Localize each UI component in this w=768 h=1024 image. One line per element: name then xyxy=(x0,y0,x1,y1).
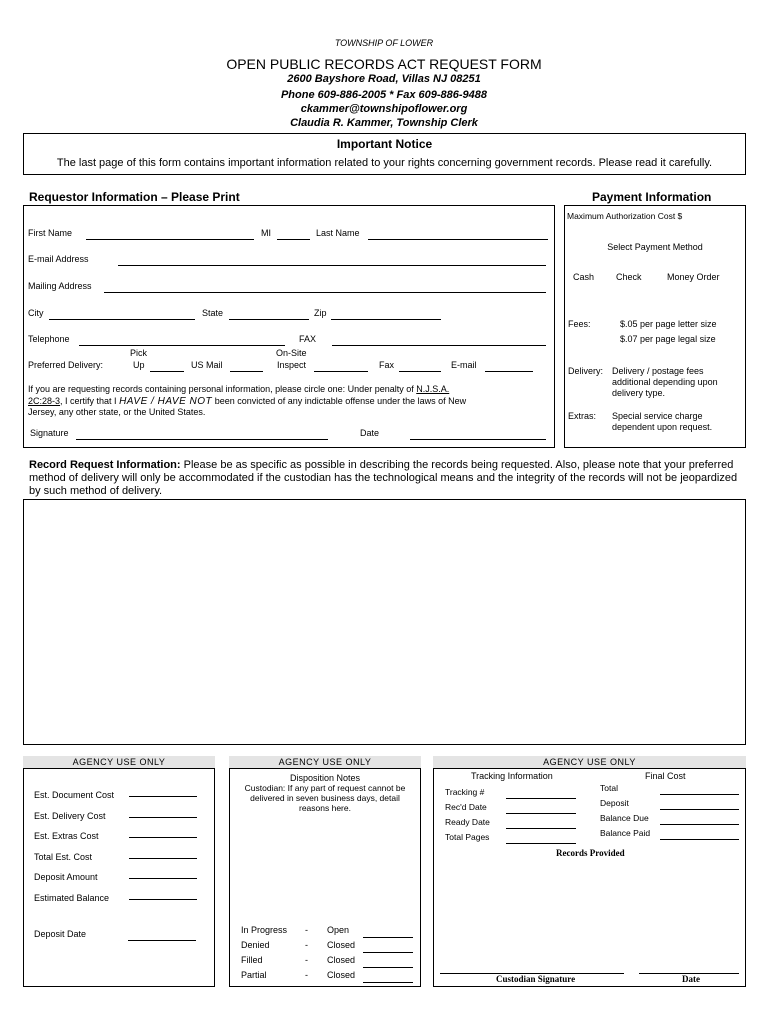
fax-label: FAX xyxy=(299,334,317,344)
zip-label: Zip xyxy=(314,308,327,318)
record-request-textarea[interactable] xyxy=(23,499,746,745)
cost-row: Est. Delivery Cost xyxy=(34,806,214,827)
status-row: Filled - Closed xyxy=(241,955,416,970)
zip-field[interactable] xyxy=(331,319,441,320)
clerk-name: Claudia R. Kammer, Township Clerk xyxy=(290,117,478,129)
cash-option[interactable]: Cash xyxy=(573,272,595,282)
cost-row: Deposit Amount xyxy=(34,867,214,888)
city-field[interactable] xyxy=(49,319,195,320)
form-title: OPEN PUBLIC RECORDS ACT REQUEST FORM xyxy=(226,56,542,72)
status-field[interactable] xyxy=(363,967,413,968)
records-provided-label: Records Provided xyxy=(556,848,625,858)
agency-use-title-2: AGENCY USE ONLY xyxy=(229,756,421,768)
last-name-label: Last Name xyxy=(316,228,360,238)
address: 2600 Bayshore Road, Villas NJ 08251 xyxy=(287,73,481,85)
status-field[interactable] xyxy=(363,937,413,938)
inspect-label: Inspect xyxy=(277,360,307,370)
cost-row-field[interactable] xyxy=(129,878,197,879)
cost-row-field[interactable] xyxy=(129,837,197,838)
certification-line-3: Jersey, any other state, or the United States. xyxy=(28,407,206,417)
telephone-label: Telephone xyxy=(28,334,70,344)
fee-letter-size: $.05 per page letter size xyxy=(620,319,717,329)
date-label: Date xyxy=(360,428,380,438)
custodian-signature-label: Custodian Signature xyxy=(496,974,576,984)
status-row: Partial - Closed xyxy=(241,970,416,985)
status-list xyxy=(241,925,416,985)
city-label: City xyxy=(28,308,44,318)
extras-text: Special service charge dependent upon request. xyxy=(612,411,713,432)
custodian-date-label: Date xyxy=(682,974,700,984)
requestor-heading: Requestor Information – Please Print xyxy=(29,190,240,204)
status-field[interactable] xyxy=(363,952,413,953)
tracking-row: Tracking # xyxy=(445,787,585,802)
us-mail-label: US Mail xyxy=(191,360,223,370)
cost-row: Est. Document Cost xyxy=(34,785,214,806)
final-cost-field[interactable] xyxy=(660,824,739,825)
telephone-field[interactable] xyxy=(79,345,285,346)
have-have-not-option[interactable]: HAVE / HAVE NOT xyxy=(119,396,213,407)
tracking-row: Rec'd Date xyxy=(445,802,585,817)
email-field[interactable] xyxy=(118,265,546,266)
email-label: E-mail Address xyxy=(28,254,89,264)
tracking-list xyxy=(445,787,585,847)
mailing-address-field[interactable] xyxy=(104,292,546,293)
clerk-email: ckammer@townshipoflower.org xyxy=(300,103,468,115)
pickup-label: Up xyxy=(133,360,145,370)
tracking-box xyxy=(433,768,746,987)
final-cost-row: Balance Paid xyxy=(600,828,744,843)
fax-option-field[interactable] xyxy=(399,371,441,372)
email-option-label: E-mail xyxy=(451,360,477,370)
fax-field[interactable] xyxy=(332,345,546,346)
payment-heading: Payment Information xyxy=(592,190,712,204)
certification-line-2: 2C:28-3, I certify that I HAVE / HAVE NOT been convicted of any indictable offense under the laws of New xyxy=(28,396,467,407)
last-name-field[interactable] xyxy=(368,239,548,240)
cost-row: Estimated Balance xyxy=(34,888,214,909)
tracking-heading: Tracking Information xyxy=(471,771,553,781)
status-row: In Progress - Open xyxy=(241,925,416,940)
fees-label: Fees: xyxy=(568,319,591,329)
final-cost-list xyxy=(600,783,744,843)
pickup-field[interactable] xyxy=(150,371,184,372)
agency-cost-rows xyxy=(34,785,214,908)
preferred-delivery-label: Preferred Delivery: xyxy=(28,360,104,370)
date-field[interactable] xyxy=(410,439,546,440)
inspect-field[interactable] xyxy=(314,371,368,372)
cost-row-field[interactable] xyxy=(129,796,197,797)
check-option[interactable]: Check xyxy=(616,272,642,282)
final-cost-row: Total xyxy=(600,783,744,798)
disposition-heading: Disposition Notes xyxy=(289,773,361,783)
first-name-label: First Name xyxy=(28,228,73,238)
delivery-fee-text: Delivery / postage fees additional depending upon delivery type. xyxy=(612,366,718,398)
record-request-instructions: Record Request Information: Please be as specific as possible in describing the records being requested. Also, please note that your preferred method of delivery will only be accommodated if the custodian has the technological means and the integrity of the records will not be jeopardized by such method of delivery. xyxy=(29,459,738,497)
final-cost-field[interactable] xyxy=(660,839,739,840)
email-option-field[interactable] xyxy=(485,371,533,372)
status-row: Denied - Closed xyxy=(241,940,416,955)
signature-label: Signature xyxy=(30,428,69,438)
agency-use-title-1: AGENCY USE ONLY xyxy=(23,756,215,768)
tracking-field[interactable] xyxy=(506,828,576,829)
fax-option-label: Fax xyxy=(379,360,395,370)
njsa-text: N.J.S.A. xyxy=(416,384,450,394)
fee-legal-size: $.07 per page legal size xyxy=(620,334,716,344)
extras-label: Extras: xyxy=(568,411,597,421)
status-field[interactable] xyxy=(363,982,413,983)
tracking-row: Total Pages xyxy=(445,832,585,847)
disposition-box xyxy=(229,768,421,987)
deposit-date-field[interactable] xyxy=(128,940,196,941)
first-name-field[interactable] xyxy=(86,239,254,240)
pick-label: Pick xyxy=(130,348,148,358)
delivery-fee-label: Delivery: xyxy=(568,366,604,376)
cost-row-field[interactable] xyxy=(129,817,197,818)
mi-field[interactable] xyxy=(277,239,310,240)
final-cost-field[interactable] xyxy=(660,809,739,810)
cost-row-field[interactable] xyxy=(129,858,197,859)
final-cost-row: Deposit xyxy=(600,798,744,813)
tracking-row: Ready Date xyxy=(445,817,585,832)
township-name: TOWNSHIP OF LOWER xyxy=(334,38,434,48)
final-cost-heading: Final Cost xyxy=(645,771,686,781)
agency-use-title-3: AGENCY USE ONLY xyxy=(433,756,746,768)
signature-field[interactable] xyxy=(76,439,328,440)
mailing-address-label: Mailing Address xyxy=(28,281,92,291)
us-mail-field[interactable] xyxy=(230,371,263,372)
certification-line-1: If you are requesting records containing personal information, please circle one: Under penalty of N.J.S.A. xyxy=(28,384,450,394)
select-payment-heading: Select Payment Method xyxy=(607,242,703,252)
max-auth-cost: Maximum Authorization Cost $ xyxy=(567,211,683,221)
cost-row-field[interactable] xyxy=(129,899,197,900)
notice-text: The last page of this form contains important information related to your rights concerning government records. Please read it carefully. xyxy=(56,157,713,169)
money-order-option[interactable]: Money Order xyxy=(667,272,720,282)
agency-cost-box xyxy=(23,768,215,987)
disposition-note: Custodian: If any part of request cannot be delivered in seven business days, detail reasons here. xyxy=(244,783,406,813)
phone-fax: Phone 609-886-2005 * Fax 609-886-9488 xyxy=(280,89,488,101)
important-notice-box xyxy=(23,133,746,175)
tracking-field[interactable] xyxy=(506,813,576,814)
cost-row: Est. Extras Cost xyxy=(34,826,214,847)
final-cost-row: Balance Due xyxy=(600,813,744,828)
final-cost-field[interactable] xyxy=(660,794,739,795)
tracking-field[interactable] xyxy=(506,843,576,844)
onsite-label: On-Site xyxy=(276,348,307,358)
mi-label: MI xyxy=(261,228,271,238)
tracking-field[interactable] xyxy=(506,798,576,799)
deposit-date-label: Deposit Date xyxy=(34,929,87,939)
state-field[interactable] xyxy=(229,319,309,320)
cost-row: Total Est. Cost xyxy=(34,847,214,868)
state-label: State xyxy=(202,308,224,318)
notice-title: Important Notice xyxy=(336,137,433,151)
